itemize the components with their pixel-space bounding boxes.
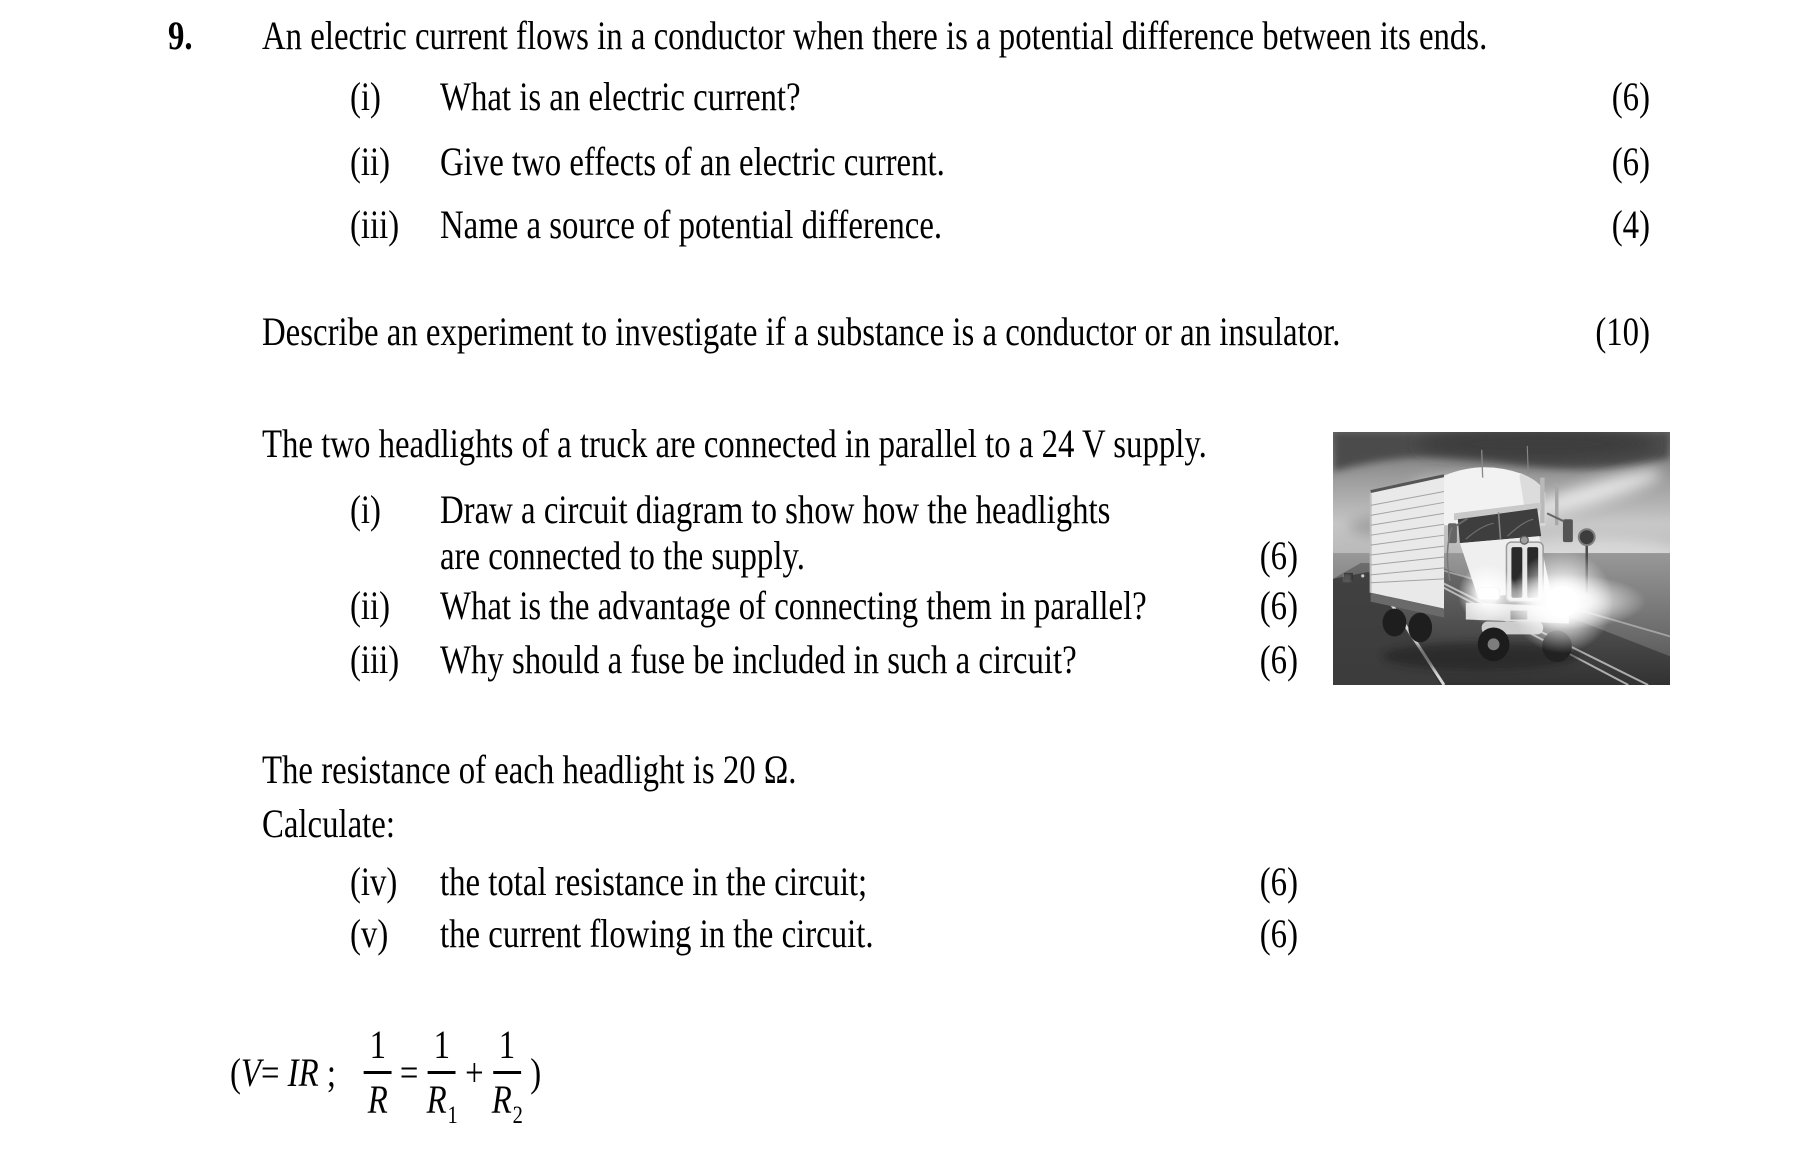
part1-question-iii: Name a source of potential difference. — [440, 202, 943, 247]
formula-v: V — [240, 1050, 261, 1095]
fraction-denominator: $R_2$ — [491, 1077, 523, 1129]
fraction-numerator: 1 — [493, 1026, 521, 1074]
part1-question-i: What is an electric current? — [440, 74, 801, 119]
calculate-label: Calculate: — [262, 801, 395, 846]
truck-numeral-i: (i) — [350, 487, 381, 532]
truck-marks-iii: (6) — [1259, 637, 1298, 682]
fraction-numerator: 1 — [428, 1026, 456, 1074]
part1-numeral-iii: (iii) — [350, 202, 400, 247]
formula-plus: + — [465, 1050, 484, 1095]
question-number: 9. — [168, 13, 193, 58]
truck-question-i-line1: Draw a circuit diagram to show how the headlights — [440, 487, 1111, 532]
formula-ir: IR — [287, 1050, 319, 1095]
question-intro: An electric current flows in a conductor when there is a potential difference between its ends. — [262, 13, 1488, 58]
part1-marks-iii: (4) — [1611, 202, 1650, 247]
fraction-numerator: 1 — [364, 1026, 392, 1074]
truck-question-ii: What is the advantage of connecting them in parallel? — [440, 583, 1147, 628]
fraction-1-over-R — [364, 1022, 392, 1122]
truck-intro: The two headlights of a truck are connected in parallel to a 24 V supply. — [262, 421, 1207, 466]
experiment-question: Describe an experiment to investigate if a substance is a conductor or an insulator. — [262, 309, 1341, 354]
calc-marks-v: (6) — [1259, 911, 1298, 956]
subscript: 2 — [512, 1102, 523, 1129]
truck-question-i-line2: are connected to the supply. — [440, 533, 805, 578]
resistance-statement: The resistance of each headlight is 20 Ω. — [262, 747, 797, 792]
part1-numeral-ii: (ii) — [350, 139, 391, 184]
calc-numeral-iv: (iv) — [350, 859, 398, 904]
part1-numeral-i: (i) — [350, 74, 381, 119]
part1-marks-ii: (6) — [1611, 139, 1650, 184]
truck-question-iii: Why should a fuse be included in such a circuit? — [440, 637, 1077, 682]
formula-close-paren: ) — [530, 1050, 542, 1095]
part1-question-ii: Give two effects of an electric current. — [440, 139, 945, 184]
calc-question-iv: the total resistance in the circuit; — [440, 859, 868, 904]
truck-marks-i: (6) — [1259, 533, 1298, 578]
formula-semicolon: ; — [326, 1050, 336, 1095]
truck-photo — [1333, 432, 1670, 685]
subscript: 1 — [447, 1102, 458, 1129]
formula-hint — [230, 1022, 542, 1129]
fraction-1-over-R1 — [426, 1022, 458, 1129]
formula-equals: = — [260, 1050, 280, 1095]
calc-numeral-v: (v) — [350, 911, 389, 956]
fraction-denominator: $R_1$ — [426, 1077, 458, 1129]
truck-numeral-ii: (ii) — [350, 583, 391, 628]
part1-marks-i: (6) — [1611, 74, 1650, 119]
experiment-marks: (10) — [1595, 309, 1650, 354]
calc-marks-iv: (6) — [1259, 859, 1298, 904]
fraction-denominator: R — [367, 1077, 388, 1122]
formula-open-paren: ( — [230, 1050, 241, 1095]
formula-equals-2: = — [399, 1050, 419, 1095]
calc-question-v: the current flowing in the circuit. — [440, 911, 874, 956]
truck-numeral-iii: (iii) — [350, 637, 400, 682]
fraction-1-over-R2 — [491, 1022, 523, 1129]
truck-marks-ii: (6) — [1259, 583, 1298, 628]
